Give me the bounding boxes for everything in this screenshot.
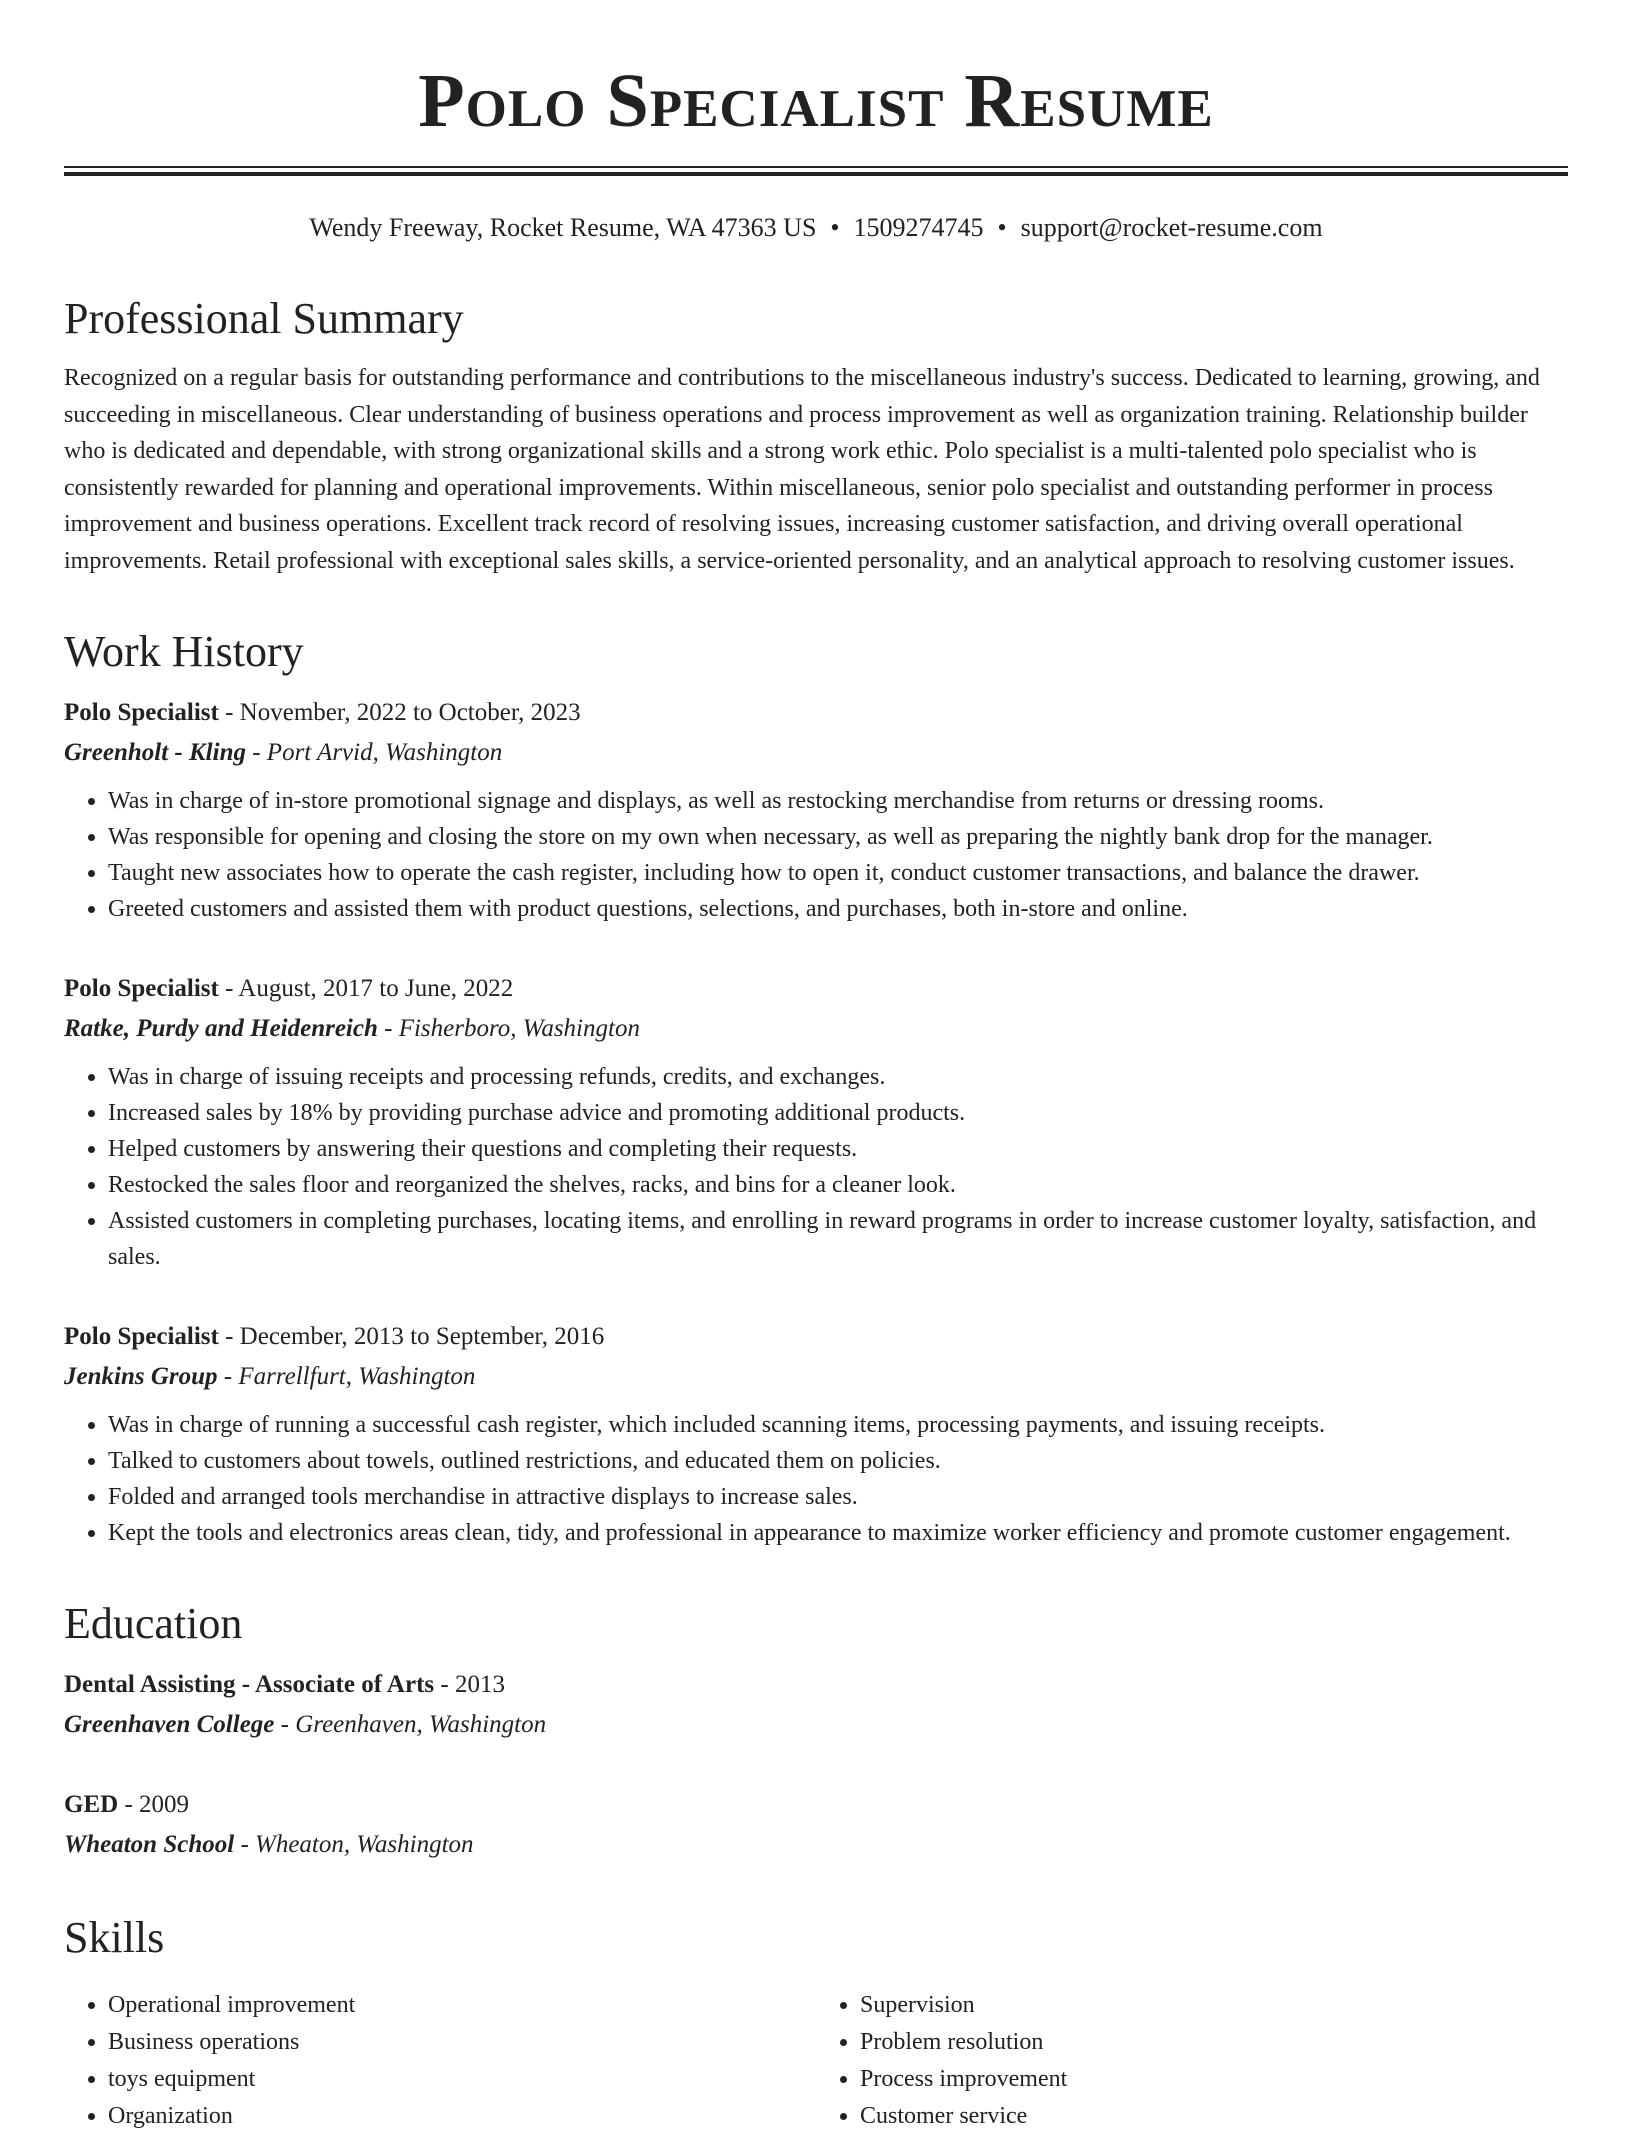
job-duty-item: • Was in charge of running a successful cash register, which included scanning items, processing payments, and issuing receipts.: [108, 1407, 1568, 1443]
job-duty-item: • Folded and arranged tools merchandise in attractive displays to increase sales.: [108, 1479, 1568, 1515]
job-duties: [64, 1059, 1568, 1275]
skills-heading: Skills: [64, 1913, 165, 1962]
contact-separator: •: [997, 213, 1007, 242]
school-line: [64, 1825, 1568, 1865]
contact-phone: 1509274745: [853, 213, 984, 242]
job-duty-item: • Kept the tools and electronics areas clean, tidy, and professional in appearance to maximize worker efficiency and promote customer engagement.: [108, 1515, 1568, 1551]
degree-name: Dental Assisting - Associate of Arts: [64, 1671, 435, 1698]
summary-heading: Professional Summary: [64, 294, 464, 343]
job-entry: [64, 969, 1568, 1275]
job-company: Greenholt - Kling: [64, 739, 246, 766]
job-location: - Farrellfurt, Washington: [217, 1363, 476, 1390]
degree-year: - 2013: [434, 1671, 505, 1698]
job-company: Jenkins Group: [64, 1363, 218, 1390]
contact-address: Wendy Freeway, Rocket Resume, WA 47363 US: [309, 213, 817, 242]
work-history-heading: Work History: [64, 627, 304, 676]
skills-column-right: [816, 1987, 1568, 2135]
contact-line: [64, 210, 1568, 246]
education-heading: Education: [64, 1599, 243, 1648]
skill-item: • toys equipment: [108, 2061, 816, 2098]
job-title-line: [64, 693, 1568, 733]
skill-item: • Operational improvement: [108, 1987, 816, 2024]
job-duties: [64, 783, 1568, 927]
job-duty-item: • Greeted customers and assisted them with product questions, selections, and purchases, both in-store and online.: [108, 891, 1568, 927]
job-dates: - August, 2017 to June, 2022: [218, 975, 514, 1002]
skill-item: • Business operations: [108, 2024, 816, 2061]
summary-text: Recognized on a regular basis for outstanding performance and contributions to the miscellaneous industry's success. Dedicated to learning, growing, and succeeding in miscellaneous. Clear understanding of business operations and process improvement as well as organization training. Relationship builder who is dedicated and dependable, with strong organizational skills and a strong work ethic. Polo specialist is a multi-talented polo specialist who is consistently rewarded for planning and operational improvements. Within miscellaneous, senior polo specialist and outstanding performer in process improvement and business operations. Excellent track record of resolving issues, increasing customer satisfaction, and driving overall operational improvements. Retail professional with exceptional sales skills, a service-oriented personality, and an analytical approach to resolving customer issues.: [64, 365, 1540, 574]
school-line: [64, 1705, 1568, 1745]
education-list: [64, 1665, 1568, 1865]
job-duty-item: • Restocked the sales floor and reorganized the shelves, racks, and bins for a cleaner look.: [108, 1167, 1568, 1203]
job-title-line: [64, 969, 1568, 1009]
job-duties: [64, 1407, 1568, 1551]
degree-line: [64, 1665, 1568, 1705]
education-entry: [64, 1665, 1568, 1745]
education-entry: [64, 1785, 1568, 1865]
job-title: Polo Specialist: [64, 699, 219, 726]
job-location: - Fisherboro, Washington: [377, 1015, 640, 1042]
school-name: Greenhaven College: [64, 1711, 275, 1738]
degree-line: [64, 1785, 1568, 1825]
degree-name: GED: [64, 1791, 119, 1818]
skill-item: • Problem resolution: [860, 2024, 1568, 2061]
skills-column-left: [64, 1987, 816, 2135]
skill-item: • Organization: [108, 2098, 816, 2135]
title-divider: [64, 166, 1568, 176]
job-duty-item: • Assisted customers in completing purchases, locating items, and enrolling in reward programs in order to increase customer loyalty, satisfaction, and sales.: [108, 1203, 1568, 1275]
job-duty-item: • Helped customers by answering their questions and completing their requests.: [108, 1131, 1568, 1167]
skill-item: • Supervision: [860, 1987, 1568, 2024]
job-company-line: [64, 1357, 1568, 1397]
job-duty-item: • Was in charge of in-store promotional signage and displays, as well as restocking merchandise from returns or dressing rooms.: [108, 783, 1568, 819]
job-company-line: [64, 1009, 1568, 1049]
job-duty-item: • Was responsible for opening and closing the store on my own when necessary, as well as preparing the nightly bank drop for the manager.: [108, 819, 1568, 855]
contact-separator: •: [830, 213, 840, 242]
job-company-line: [64, 733, 1568, 773]
job-title: Polo Specialist: [64, 1323, 219, 1350]
job-title: Polo Specialist: [64, 975, 219, 1002]
contact-email: support@rocket-resume.com: [1020, 213, 1323, 242]
job-location: - Port Arvid, Washington: [245, 739, 503, 766]
school-name: Wheaton School: [64, 1831, 235, 1858]
work-history-list: [64, 693, 1568, 1551]
job-entry: [64, 693, 1568, 927]
degree-year: - 2009: [118, 1791, 190, 1818]
resume-title: Polo Specialist Resume: [418, 59, 1214, 143]
school-location: - Greenhaven, Washington: [274, 1711, 547, 1738]
job-duty-item: • Was in charge of issuing receipts and processing refunds, credits, and exchanges.: [108, 1059, 1568, 1095]
skill-item: • Customer service: [860, 2098, 1568, 2135]
job-title-line: [64, 1317, 1568, 1357]
job-duty-item: • Increased sales by 18% by providing purchase advice and promoting additional products.: [108, 1095, 1568, 1131]
job-entry: [64, 1317, 1568, 1551]
skill-item: • Process improvement: [860, 2061, 1568, 2098]
school-location: - Wheaton, Washington: [234, 1831, 474, 1858]
job-company: Ratke, Purdy and Heidenreich: [64, 1015, 378, 1042]
job-dates: - November, 2022 to October, 2023: [218, 699, 581, 726]
job-dates: - December, 2013 to September, 2016: [218, 1323, 605, 1350]
job-duty-item: • Talked to customers about towels, outlined restrictions, and educated them on policies.: [108, 1443, 1568, 1479]
job-duty-item: • Taught new associates how to operate the cash register, including how to open it, conduct customer transactions, and balance the drawer.: [108, 855, 1568, 891]
